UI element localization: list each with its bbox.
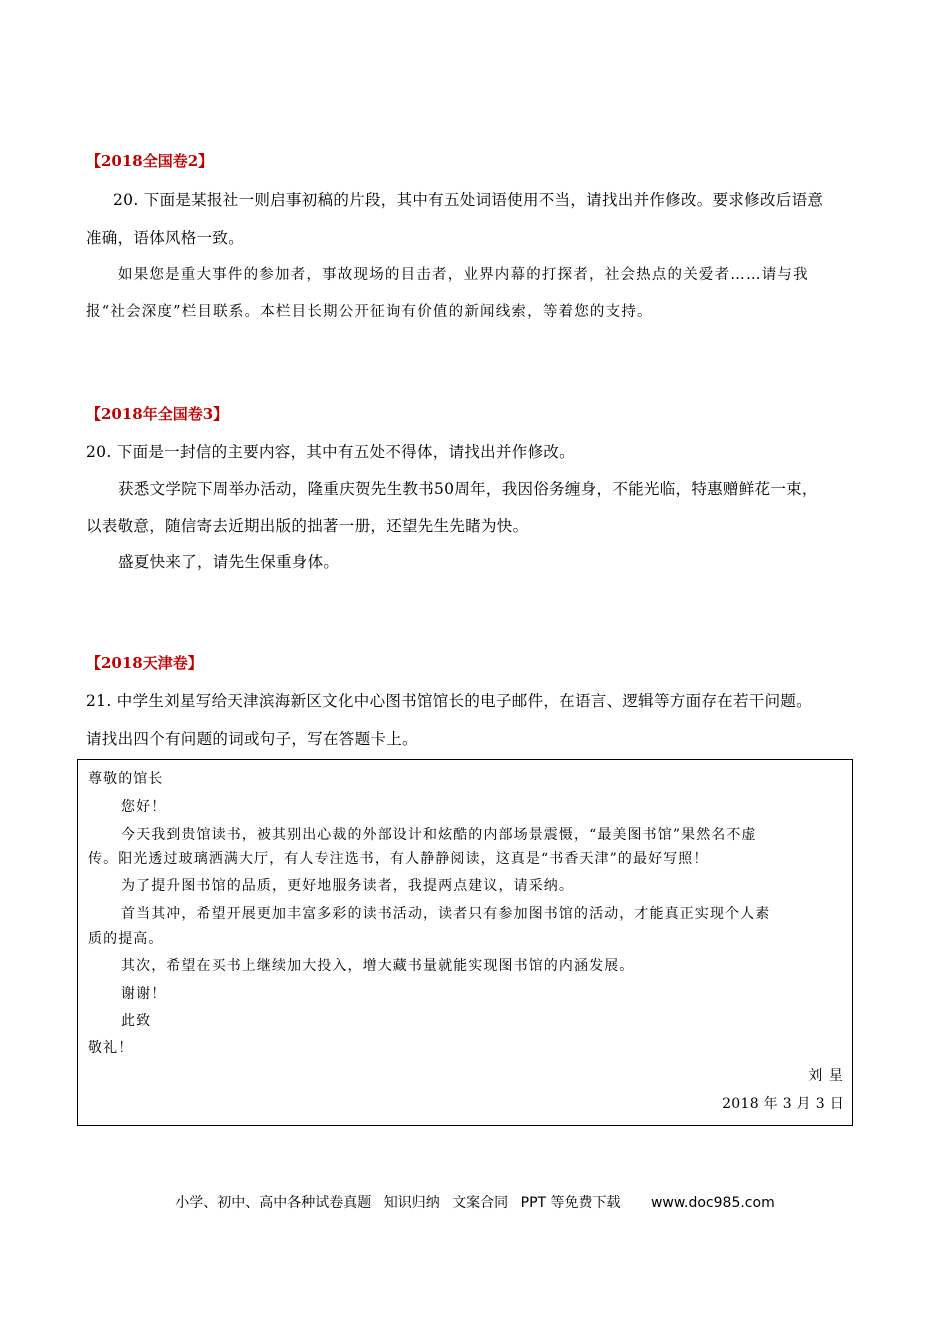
excerpt-text: 报“社会深度”栏目联系。本栏目长期公开征询有价值的新闻线索，等着您的支持。	[86, 304, 653, 320]
footer-item: PPT 等免费下载	[520, 1195, 621, 1211]
letter-date: 2018 年 3 月 3 日	[722, 1096, 844, 1112]
question-text: 准确，语体风格一致。	[86, 229, 245, 247]
letter-signature: 刘 星	[808, 1068, 844, 1084]
section-tag: 【2018天津卷】	[86, 654, 203, 672]
footer-item: 知识归纳	[383, 1195, 440, 1211]
footer-item: 小学、初中、高中各种试卷真题	[175, 1195, 372, 1211]
letter-greeting: 您好！	[121, 799, 167, 815]
letter-paragraph: 今天我到贵馆读书，被其别出心裁的外部设计和炫酷的内部场景震慑，“最美图书馆”果然名不虚	[121, 827, 757, 843]
section-tag: 【2018全国卷2】	[86, 152, 214, 170]
letter-paragraph: 为了提升图书馆的品质，更好地服务读者，我提两点建议，请采纳。	[121, 878, 574, 894]
letter-body-text: 以表敬意，随信寄去近期出版的拙著一册，还望先生先睹为快。	[86, 517, 529, 535]
question-text: 请找出四个有问题的词或句子，写在答题卡上。	[86, 730, 418, 748]
letter-body-text: 盛夏快来了，请先生保重身体。	[118, 553, 340, 571]
letter-paragraph: 首当其冲，希望开展更加丰富多彩的读书活动，读者只有参加图书馆的活动，才能真正实现个人素	[121, 906, 771, 922]
question-text: 20. 下面是一封信的主要内容，其中有五处不得体，请找出并作修改。	[86, 443, 575, 461]
footer-site-link[interactable]: www.doc985.com	[650, 1195, 775, 1211]
letter-paragraph: 传。阳光透过玻璃洒满大厅，有人专注选书，有人静静阅读，这真是“书香天津”的最好写照！	[88, 851, 709, 867]
letter-closing: 敬礼！	[88, 1040, 134, 1056]
excerpt-text: 如果您是重大事件的参加者，事故现场的目击者，业界内幕的打探者，社会热点的关爱者……请与我	[118, 267, 809, 283]
question-text: 21. 中学生刘星写给天津滨海新区文化中心图书馆馆长的电子邮件，在语言、逻辑等方面存在若干问题。	[86, 692, 812, 710]
letter-closing: 此致	[121, 1013, 152, 1029]
letter-paragraph: 其次，希望在买书上继续加大投入，增大藏书量就能实现图书馆的内涵发展。	[121, 958, 635, 974]
question-text: 20. 下面是某报社一则启事初稿的片段，其中有五处词语使用不当，请找出并作修改。要求修改后语意	[113, 191, 824, 209]
letter-thanks: 谢谢！	[121, 986, 167, 1002]
letter-body-text: 获悉文学院下周举办活动，隆重庆贺先生教书50周年，我因俗务缠身，不能光临，特惠赠鲜花一束，	[118, 480, 818, 498]
letter-paragraph: 质的提高。	[88, 931, 164, 947]
footer-item: 文案合同	[452, 1195, 509, 1211]
section-tag: 【2018年全国卷3】	[86, 405, 229, 423]
page-footer	[0, 1192, 950, 1212]
letter-salutation: 尊敬的馆长	[88, 771, 164, 787]
email-letter-box	[77, 759, 853, 1126]
